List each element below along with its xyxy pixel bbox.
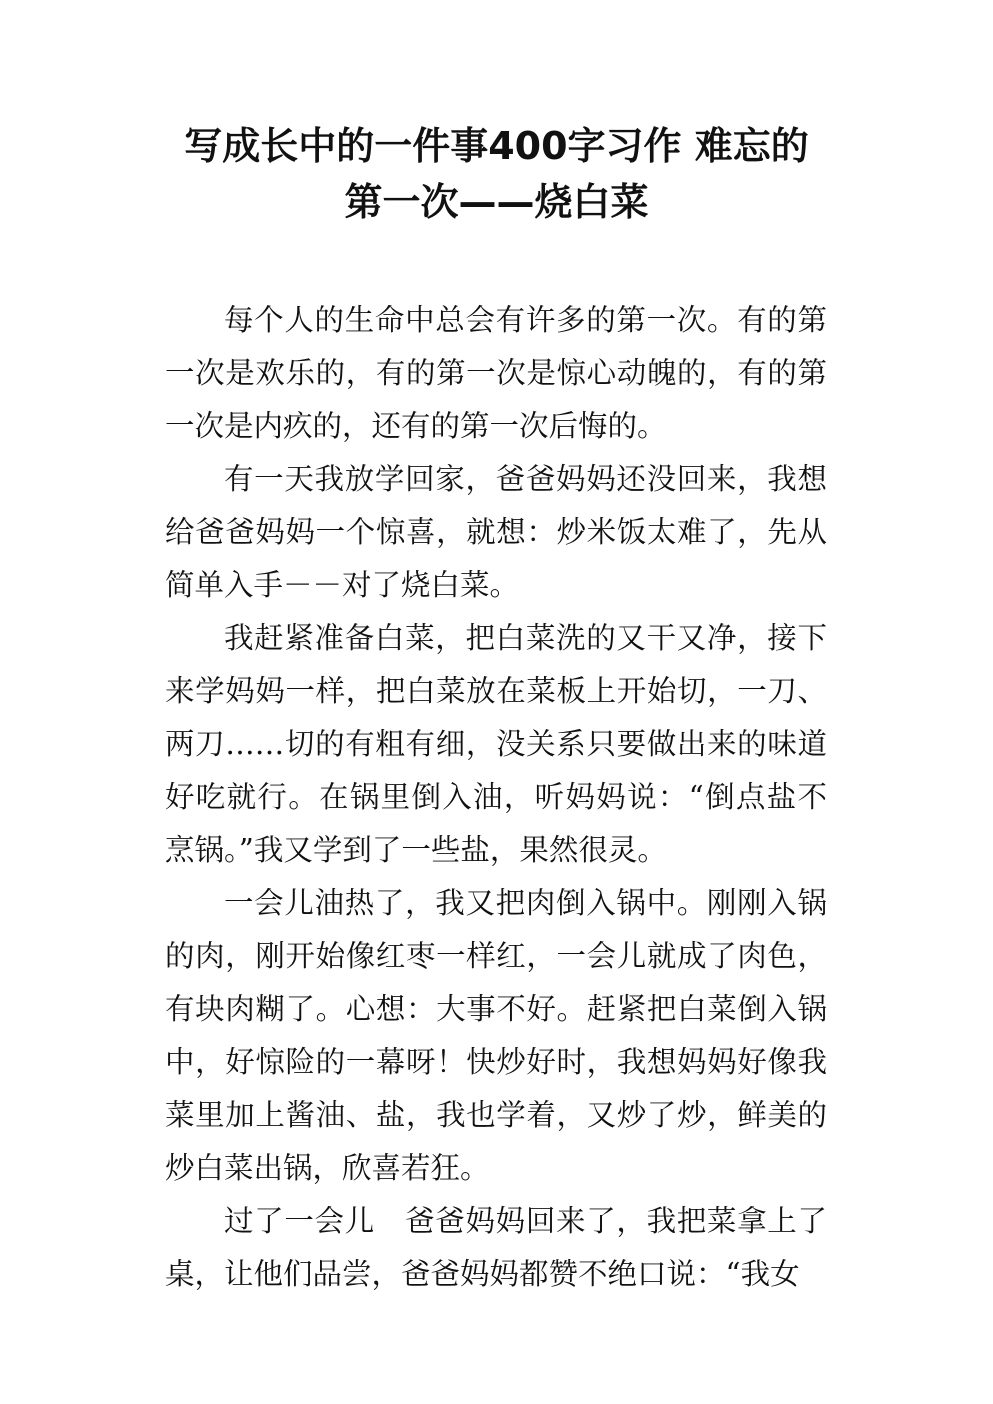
page-title: [150, 118, 843, 230]
title-line-2: 第一次——烧白菜: [344, 180, 649, 224]
paragraph-4: 一会儿油热了，我又把肉倒入锅中。刚刚入锅的肉，刚开始像红枣一样红，一会儿就成了肉色，有块肉糊了。心想：大事不好。赶紧把白菜倒入锅中，好惊险的一幕呀！快炒好时，我想妈妈好像我菜里加上酱油、盐，我也学着，又炒了炒，鲜美的炒白菜出锅，欣喜若狂。: [165, 886, 827, 1185]
paragraph-5: 过了一会儿 爸爸妈妈回来了，我把菜拿上了桌，让他们品尝，爸爸妈妈都赞不绝口说：“我女: [165, 1204, 827, 1291]
article-body: [165, 294, 827, 1301]
title-line-1: 写成长中的一件事400字习作 难忘的: [184, 124, 809, 168]
paragraph-3: 我赶紧准备白菜，把白菜洗的又干又净，接下来学妈妈一样，把白菜放在菜板上开始切，一刀、两刀……切的有粗有细，没关系只要做出来的味道好吃就行。在锅里倒入油，听妈妈说：“倒点盐不烹锅。”我又学到了一些盐，果然很灵。: [165, 621, 827, 867]
paragraph-2: 有一天我放学回家，爸爸妈妈还没回来，我想给爸爸妈妈一个惊喜，就想：炒米饭太难了，先从简单入手－－对了烧白菜。: [165, 462, 827, 602]
paragraph-1: 每个人的生命中总会有许多的第一次。有的第一次是欢乐的，有的第一次是惊心动魄的，有的第一次是内疚的，还有的第一次后悔的。: [165, 303, 827, 443]
